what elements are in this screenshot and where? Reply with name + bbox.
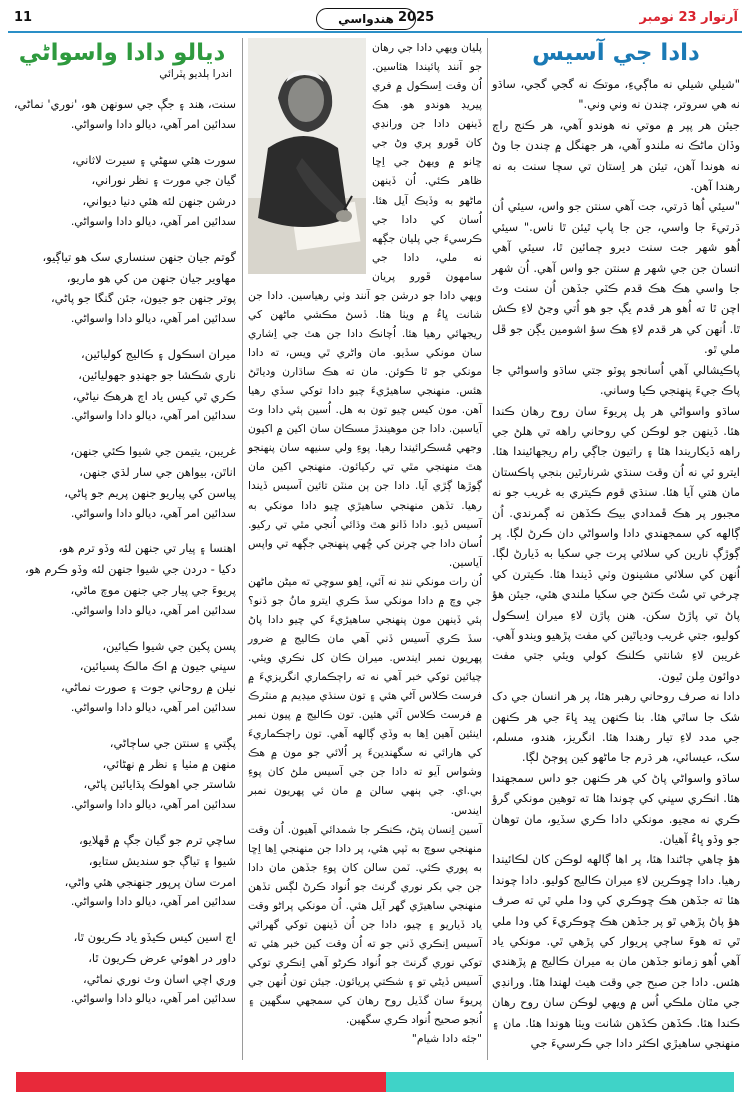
poem-line: سڀني جيون ۾ اڪ مالڪ پسيائين، xyxy=(79,659,236,674)
poem-stanza xyxy=(8,636,236,719)
paragraph: اُن رات مونکي ننڊ نه آئي، اِهو سوچي ته ميڻن ماڻهن جي وچ ۾ دادا مونکي سڏ ڪري ايترو مانُ جو ڏنو؟ ٻئي ڏينهن مون پنهنجي ساهيڙيءَ کي چيو دادا پاڻ سڏ ڪري آسيس ڏني آهي مان ڪاليج ۾ ضرور پهريون نمبر ايندس. ميران ڪان کل نڪري ويئي. چيائين توکي خبر آهي نه ته راڄڪماري انگريزيءَ ۾ فرسٽ ڪلاس آڻي هئي ۽ تون سنڌي ميڊيم ۾ منٽرڪ ۾ فرسٽ ڪلاس آئي هئين. تون ڪاليج ۾ پيون نمبر اينئين آهين اِها به وڏي ڳالهه آهي. تون راڄڪماريءَ کي هارائي نه سگهندينءَ پر اُلائي جو مون ۾ هڪ وشواس آيو ته دادا جن جي آسيس ملڻ کان پوءِ بي.اي. جي ٻنهي سالن ۾ مان ئي پهريون نمبر ايندس. xyxy=(248,574,482,817)
paragraph: "سيئي اُها ڌرتي، جت آهي سنتن جو واس، سيئي اُن ڌرتيءَ جا واسي، جن جا پاپ ٿيئن ٿا ناس." سيئي اُهو شهر جت سنت ديرو ڄمائين ٿا، سيئي آهي انسان جن جي شهر ۾ سنتن جو واس آهي. اُن شهر جا واسي هڪ هڪ قدم ڪٽي جڏهن اُن سنت وٽ اچن ٿا ته اُهو هر قدم يڳ جو هو اُتي وڃڻ لاءِ ڪش ٿا. اُنهن کي هر قدم لاءِ هڪ سؤ اشومين يڳن جو ڦل ملي ٿو. xyxy=(492,199,740,357)
poem-line: سنت، هند ۽ جڳ جي سونهن هو، 'نوري' نماڻي، xyxy=(13,97,236,111)
poem-line: پڳتي ۽ سنتن جي ساڄاڻي، xyxy=(109,735,236,750)
footer-bar-cyan xyxy=(386,1072,734,1092)
poem-line: سورت هئي سهڻي ۽ سيرت لاثاني، xyxy=(71,152,236,167)
newspaper-logo: هندواسي xyxy=(316,8,416,30)
poem-line: دکيا - دردن جي شيوا جنهن لئه وڏو ڪرم هو، xyxy=(25,562,236,577)
paragraph: جيئن هر پپر ۾ موتي نه هوندو آهي، هر ڪنج راڄ وڏان ماڻڪ نه ملندو آهي، هر جهنگل ۾ چندن جا وڻ نه هوندا آهن، تيئن هر اِستان تي سچا سنت به نه رهندا آهن. xyxy=(492,117,740,194)
poem-line: پياسن کي پياريو جنهن پريم جو پاڻي، xyxy=(64,485,236,500)
poem-line: پسن پکين جي شيوا ڪيائين، xyxy=(102,638,236,653)
poem-line: گيان جي مورت ۽ نظر نوراني، xyxy=(91,173,236,188)
right-article-body xyxy=(492,74,740,1054)
paragraph: دادا نه صرف روحاني رهبر هئا، پر هر انسان جي دک شک جا ساٿي هئا. بنا ڪنهن ڀيد ڀاءَ جي هر ڪنهن جي مدد لاءِ تيار رهندا هئا. انگريز، هندو، مسلم، سک، عيسائي، هر ڌرم جا ماڻهو کين پوڄڻ لڳا. xyxy=(492,689,740,765)
poem-stanza xyxy=(8,733,236,816)
poem-stanza xyxy=(8,927,236,1010)
poem-line: امرت سان پرپور جنهنجي هئي واڻي، xyxy=(64,874,236,889)
poem xyxy=(8,94,236,1010)
paragraph: ساڌو واسواڻي هر پل پريوءَ سان روح رهان ڪندا هئا. ڏينهن جو لوڪن کي روحاني راهه تي هلڻ جي راهه ڏيکاريندا هئا ۽ راتيون جاڳي رام ريجهائيندا هئا. ايترو ئي نه اُن وقت سنڌي شرنارٿين بنجي پاڪستان مان هتي آيا هئا. سنڌي قوم ڪيتري به غريب جو نه مجبور پر هڪ ڦمدادي بيڪ ڪڏهن نه ڳمرندي. اُن ڳالهه کي سمجهندي دادا واسواڻي دان ڪرڻ لڳا. پر ڳوڙڳ نارين کي سلائي پرت جي سکيا به ڏيارڻ لڳا. اُنهن کي سلائي مشينون وٺي ڏيندا هئا. ڪيترن کي چرخي تي سُٽ ڪتڻ جي سکيا ملندي هئي، جيئن هؤ پاڻ تي پاڙڻ سکن. هنن پاڙن لاءِ ميران اِسڪول کوليو، جتي غريب ودياٿين کي مفت پڙهيو ويندو آهي. غريبن لاءِ شانتي ڪلنڪ کولي ويئي جتي مفت دوائون مِلن ٿيون. xyxy=(492,403,740,683)
left-article-title: ديالو دادا واسواڻي xyxy=(18,40,226,66)
paragraph: آسين اِنسان پتڻ، ڪنڪر جا شمدائي آهيون. اُن وقت منهنجي سوچ به ٽپي هئي، پر دادا جن منهنجي اِها اِڇا به پوري ڪئي. ٽمن سالن کان پوءِ جڏهن مان دادا جن جي بکر نوري گرنٿ جو اُنواد ڪرڻ لڳس تڏهن منهنجي ساهيڙي گهر آيل هئي. اُن مونکي پراڻو وقت ياد ڏياريو ۽ چيو، دادا جن اُن ڏينهن توکي گهرائي آسيس اِنڪري ڏني جو ته اُن وقت کين خبر هئي ته توکي نوري گرنٿ جو اُنواد ڪرڻو آهي اِنڪري توکي آسيس ڏيڻي تو ۽ شڪتي پريائون. جيئن تون اُنهن جي پريوءَ سان گڏيل روح رهان کي سمجهي سگهين ۽ اُنجو صحيح اُنواد ڪري سگهين. xyxy=(248,822,482,1027)
poem-line: نيلن ۾ روحاني جوت ۽ صورت نماڻي، xyxy=(61,680,236,695)
poem-line: پوتر جنهن جو جيون، جئن گنگا جو پاڻي، xyxy=(50,291,236,306)
column-divider xyxy=(487,38,488,1060)
column-divider xyxy=(242,38,243,1060)
footer-bar-red xyxy=(16,1072,386,1092)
paragraph: "شيلي شيلي نه ماڳيءِ، موتڪ نه گجي گجي، ساڌو نه هي سروتر، چندن نه وني وني." xyxy=(492,77,740,112)
poem-line: اهنسا ۽ پيار تي جنهن لئه وڏو ترم هو، xyxy=(58,541,236,556)
poem-refrain: سدائين امر آهي، ديالو دادا واسواڻي. xyxy=(70,603,236,617)
poem-line: منهن ۾ مٺيا ۽ نظر ۾ نهڻائي، xyxy=(102,756,236,771)
poem-stanza xyxy=(8,830,236,913)
poem-refrain: سدائين امر آهي، ديالو دادا واسواڻي. xyxy=(70,214,236,228)
paragraph: "جئه دادا شيام" xyxy=(411,1032,482,1046)
right-article-title: دادا جي آسيس xyxy=(532,40,700,66)
poem-refrain: سدائين امر آهي، ديالو دادا واسواڻي. xyxy=(70,312,236,326)
poem-line: گوتم جيان جنهن سنساري سک هو تياڳيو، xyxy=(42,249,236,264)
page-header xyxy=(0,0,750,32)
poem-refrain: سدائين امر آهي، ديالو دادا واسواڻي. xyxy=(70,117,236,131)
poem-stanza xyxy=(8,94,236,136)
poem-line: ميران اسڪول ۽ ڪاليج کوليائين، xyxy=(80,346,236,361)
poem-stanza xyxy=(8,150,236,233)
poem-line: وري اچي اسان وٽ نوري نماڻي، xyxy=(83,971,236,986)
page-number: 11 xyxy=(14,10,33,25)
poem-stanza xyxy=(8,441,236,524)
poem-line: پريوءَ جي پيار جي جنهن موچ ماڻي، xyxy=(70,582,236,597)
poem-refrain: سدائين امر آهي، ديالو دادا واسواڻي. xyxy=(70,506,236,520)
middle-article-body xyxy=(248,38,482,1048)
poem-stanza xyxy=(8,538,236,621)
poem-line: شيوا ۽ تياڳ جو سنديش ستايو، xyxy=(88,853,236,868)
paragraph: پليان ويهي دادا جي رهان جو آنند پائيندا هئاسين. اُن وقت اِسڪول ۾ فري پيريڊ هوندو هو. هڪ ڏينهن دادا جن ورانڊي کان ڦورو پري وڻ جي ڇانو ۾ ويهڻ جي اِڇا ظاهر ڪئي. اُن ڏينهن ماڻهو به وڏيڪ آيل هئا. اُسان کي دادا جي ڪرسيءَ جي پليان جڳهه نه ملي، دادا جي سامهون ڦورو پريان ويهي دادا جو درشن جو آنند وٺي رهياسين. دادا جن شانت ڀاءُ ۾ ويٺا هئا. ڏسڻ مڪشي ماڻهن کي ريجهائي رهيا هئا. اُچانڪ دادا جن هٿ جي اِشاري سان مونکي سڏيو. مان واڻري ٿي ويس، ته دادا مونکي جو ٿا ڪوئن. مان ته هڪ ساڌارن ودياٿڻ هئس. منهنجي ساهيڙيءَ چيو دادا توکي سڏي رهيا آهن. مون کيس چيو تون به هل. اُسين ٻئي دادا وٽ آياسين. دادا جن موهيندڙ مسڪان سان اکين ۾ اکيون وجهي مُسڪرائيندا رهيا. پوءِ ولي سنيهه سان پنهنجو هٿ منهنجي مٿي تي رکيائون. منهنجي اکين مان ڳوڙها ڳڙي آيا. دادا جن ٻن منٽن تائين آسيس ڏيندا رهيا. تڏهن منهنجي ساهيڙي ڇيو دادا مونکي به آسيس ڏيو. دادا ڏانو هٿ وڌائي اُنجي مٿي تي رکيو. اُسان دادا جي چرنن کي ڇُهي پنهنجي جڳهه تي واپس آياسين. xyxy=(248,41,482,569)
paragraph: هؤ چاهي ڄاڻندا هئا، پر اها ڳالهه لوڪن کان لڪائيندا رهيا. دادا ڇوڪرين لاءِ ميران ڪاليج کوليو. دادا چوندا هئا ته جڏهن هڪ ڇوڪري کي ودا ملي ٿي ته صرف هؤ پاڻ پڙهي ٿو پر جڏهن هڪ ڇوڪريءَ کي ودا ملي ٿي ته هوءَ ساڄي پريوار کي پڙهي ٿي. مونکي ياد آهي اُهو زمانو جڏهن مان به ميران ڪاليج ۾ پڙهندي هئس. دادا جن صبح جي وقت هيٺ لهندا هئا. ورانڊي جي مٿان ملڪي اُس ۾ ويهي لوڪن سان روح رهان ڪندا هئا. ڪڏهن ڪڏهن شانت ويٺا هوندا هئا. مان ۽ منهنجي ساهيڙي اڪثر دادا جي ڪرسيءَ جي xyxy=(492,852,740,1051)
middle-article xyxy=(248,38,482,1048)
poem-line: اناٿن، بيواهن جي سار لڌي جنهن، xyxy=(79,464,236,479)
poem-stanza xyxy=(8,247,236,330)
poem-line: اڄ اسين کيس ڪيڏو ياد ڪريون ٿا، xyxy=(73,930,236,945)
header-divider xyxy=(8,31,742,33)
poem-refrain: سدائين امر آهي، ديالو دادا واسواڻي. xyxy=(70,700,236,714)
poem-refrain: سدائين امر آهي، ديالو دادا واسواڻي. xyxy=(70,895,236,909)
header-year: 2025 xyxy=(398,10,435,25)
header-date: آرتوار 23 نومبر xyxy=(639,10,738,25)
poem-refrain: سدائين امر آهي، ديالو دادا واسواڻي. xyxy=(70,992,236,1006)
author-byline: اندرا ٻلديو پٽرائي xyxy=(159,68,232,80)
paragraph: ساڌو واسواڻي پاڻ کي هر ڪنهن جو داس سمجهندا هئا. انڪري سڀني کي چوندا هئا ته توهين مونکي گرؤ ڪري نه مڃيو. مونکي دادا ڪري سڏيو، مان توهان جو وڏو ڀاءُ آهيان. xyxy=(492,770,740,847)
poem-line: ساچي ترم جو گيان جڳ ۾ ڦهلايو، xyxy=(78,832,236,847)
left-article xyxy=(8,38,236,1024)
portrait-photo-icon xyxy=(248,38,366,274)
right-article xyxy=(492,38,740,1054)
poem-line: غريبن، يتيمن جي شيوا ڪئي جنهن، xyxy=(70,444,236,459)
poem-stanza xyxy=(8,344,236,427)
poem-line: ناري شڪشا جو جهنڊو جهوليائين، xyxy=(78,367,236,382)
poem-refrain: سدائين امر آهي، ديالو دادا واسواڻي. xyxy=(70,798,236,812)
poem-line: شاستر جي اهولڪ پڌايائين پاڻي، xyxy=(83,777,236,792)
paragraph: پاڪيشالي آهي اُسانجو پوٽو جتي ساڌو واسواڻي جا پاڪ جيءَ پنهنجي ڪيا وساني. xyxy=(492,362,740,398)
poem-line: داور در اهوئي عرض ڪريون ٿا، xyxy=(88,950,236,965)
poem-line: درشن جنهن لئه هئي دنيا ديواني، xyxy=(82,194,236,209)
poem-line: ڪري ٿي کيس ياد اڄ هرهڪ نياڻي، xyxy=(72,388,236,403)
poem-line: مهاوير جيان جنهن من کي هو ماريو، xyxy=(66,270,236,285)
poem-refrain: سدائين امر آهي، ديالو دادا واسواڻي. xyxy=(70,409,236,423)
